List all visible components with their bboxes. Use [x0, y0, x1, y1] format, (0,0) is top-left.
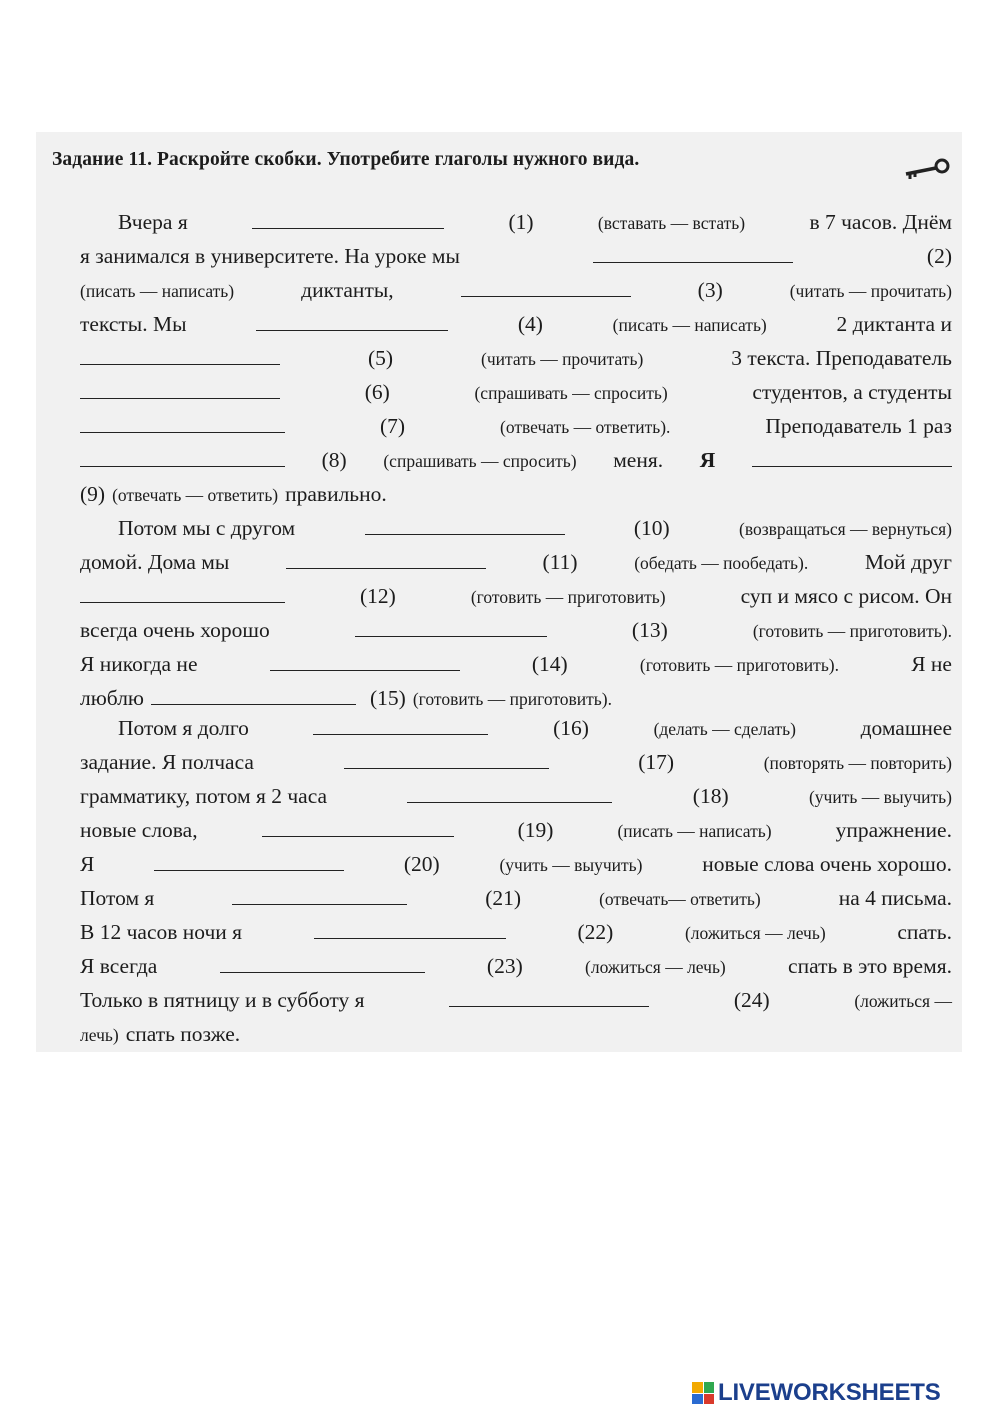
answer-blank-14[interactable]	[270, 648, 460, 671]
item-number: (18)	[692, 784, 729, 808]
text-segment: Только в пятницу и в субботу я	[80, 988, 365, 1012]
text-line-19	[80, 813, 952, 847]
liveworksheets-logo[interactable]	[692, 1378, 941, 1408]
answer-blank-7[interactable]	[80, 410, 285, 433]
task-title	[52, 149, 639, 171]
answer-blank-12[interactable]	[80, 580, 285, 603]
text-line-15	[80, 681, 952, 715]
task-label: Задание 11.	[52, 149, 153, 170]
text-segment: Я	[80, 852, 95, 876]
item-number: (7)	[379, 414, 406, 438]
text-line-25	[80, 1017, 952, 1051]
verb-hint: (читать — прочитать)	[481, 349, 644, 369]
answer-blank-9[interactable]	[752, 444, 952, 467]
verb-hint: (готовить — приготовить).	[412, 689, 612, 709]
verb-hint: (вставать — встать)	[597, 213, 746, 233]
verb-hint: (делать — сделать)	[653, 719, 796, 739]
verb-hint: (писать — написать)	[612, 315, 767, 335]
text-segment: В 12 часов ночи я	[80, 920, 243, 944]
text-segment: грамматику, потом я 2 часа	[80, 784, 328, 808]
text-line-24	[80, 983, 952, 1017]
text-segment: Потом я	[80, 886, 155, 910]
text-segment: студентов, а студенты	[752, 380, 952, 404]
answer-blank-21[interactable]	[232, 882, 407, 905]
text-segment: в 7 часов. Днём	[809, 210, 952, 234]
text-line-7	[80, 409, 952, 443]
answer-blank-8[interactable]	[80, 444, 285, 467]
answer-blank-15[interactable]	[151, 682, 356, 705]
item-number: (19)	[517, 818, 554, 842]
verb-hint: (отвечать— ответить)	[599, 889, 761, 909]
answer-blank-13[interactable]	[355, 614, 547, 637]
answer-blank-16[interactable]	[313, 712, 488, 735]
text-segment: люблю	[80, 686, 144, 710]
text-line-21	[80, 881, 952, 915]
item-number: (21)	[485, 886, 522, 910]
item-number: (2)	[926, 244, 952, 268]
answer-blank-19[interactable]	[262, 814, 454, 837]
verb-hint: (писать — написать)	[80, 281, 235, 301]
answer-blank-22[interactable]	[314, 916, 506, 939]
text-line-18	[80, 779, 952, 813]
verb-hint: (отвечать — ответить).	[500, 417, 671, 437]
text-segment: домашнее	[860, 716, 952, 740]
verb-hint: (учить — выучить)	[808, 787, 952, 807]
answer-blank-1[interactable]	[252, 206, 444, 229]
text-segment: суп и мясо с рисом. Он	[740, 584, 952, 608]
text-line-5	[80, 341, 952, 375]
item-number: (6)	[364, 380, 390, 404]
item-number: (3)	[697, 278, 723, 302]
verb-hint: (писать — написать)	[617, 821, 772, 841]
item-number: (15)	[370, 686, 406, 710]
answer-blank-23[interactable]	[220, 950, 425, 973]
item-number: (4)	[517, 312, 543, 336]
text-line-2	[80, 239, 952, 273]
item-number: (16)	[553, 716, 589, 740]
text-segment: Я всегда	[80, 954, 158, 978]
text-segment: всегда очень хорошо	[80, 618, 270, 642]
answer-blank-10[interactable]	[365, 512, 565, 535]
item-number: (1)	[508, 210, 534, 234]
text-segment: спать позже.	[125, 1022, 241, 1046]
item-number: (24)	[733, 988, 770, 1012]
text-segment: Потом я долго	[118, 716, 249, 740]
verb-hint: (готовить — приготовить).	[752, 621, 952, 641]
text-segment: на 4 письма.	[838, 886, 952, 910]
text-line-11	[80, 545, 952, 579]
text-line-16	[118, 711, 952, 745]
verb-hint: (читать — прочитать)	[789, 281, 952, 301]
text-segment: 3 текста. Преподаватель	[731, 346, 952, 370]
text-segment: Я не	[911, 652, 952, 676]
text-line-4	[80, 307, 952, 341]
answer-blank-6[interactable]	[80, 376, 280, 399]
item-number: (5)	[367, 346, 394, 370]
text-line-13	[80, 613, 952, 647]
text-line-23	[80, 949, 952, 983]
verb-hint: (отвечать — ответить)	[112, 485, 279, 505]
text-segment: правильно.	[285, 482, 387, 506]
text-line-3	[80, 273, 952, 307]
key-icon	[900, 154, 952, 184]
text-segment: новые слова,	[80, 818, 198, 842]
item-number: (11)	[542, 550, 578, 574]
verb-hint: (спрашивать — спросить)	[383, 451, 577, 471]
text-segment: Вчера я	[118, 210, 188, 234]
text-line-20	[80, 847, 952, 881]
answer-blank-3[interactable]	[461, 274, 631, 297]
text-segment: Я	[699, 448, 716, 472]
text-segment: я занимался в университете. На уроке мы	[80, 244, 460, 268]
item-number: (12)	[360, 584, 396, 608]
answer-blank-24[interactable]	[449, 984, 649, 1007]
item-number: (13)	[631, 618, 668, 642]
text-segment: спать в это время.	[788, 954, 952, 978]
answer-blank-18[interactable]	[407, 780, 612, 803]
text-line-8	[80, 443, 952, 477]
verb-hint: (ложиться —	[854, 991, 952, 1011]
liveworksheets-logo-icon	[692, 1382, 714, 1404]
text-segment: тексты. Мы	[80, 312, 187, 336]
text-segment: Преподаватель 1 раз	[765, 414, 952, 438]
text-line-10	[118, 511, 952, 545]
verb-hint: (спрашивать — спросить)	[474, 383, 668, 403]
item-number: (17)	[638, 750, 675, 774]
text-segment: упражнение.	[835, 818, 952, 842]
verb-hint: (готовить — приготовить)	[470, 587, 666, 607]
text-segment: домой. Дома мы	[80, 550, 230, 574]
verb-hint: (возвращаться — вернуться)	[739, 519, 952, 539]
text-segment: Потом мы с другом	[118, 516, 296, 540]
text-line-14	[80, 647, 952, 681]
text-line-12	[80, 579, 952, 613]
text-segment: задание. Я полчаса	[80, 750, 254, 774]
answer-blank-11[interactable]	[286, 546, 486, 569]
text-line-6	[80, 375, 952, 409]
answer-blank-4[interactable]	[256, 308, 448, 331]
text-segment: новые слова очень хорошо.	[702, 852, 952, 876]
item-number: (20)	[403, 852, 440, 876]
item-number: (8)	[321, 448, 347, 472]
text-line-17	[80, 745, 952, 779]
item-number: (23)	[486, 954, 523, 978]
text-segment: Мой друг	[864, 550, 952, 574]
verb-hint: (учить — выучить)	[499, 855, 643, 875]
verb-hint: (ложиться — лечь)	[585, 957, 726, 977]
verb-hint: (обедать — пообедать).	[634, 553, 809, 573]
item-number: (10)	[633, 516, 670, 540]
item-number: (9)	[80, 482, 106, 506]
verb-hint: лечь)	[80, 1025, 119, 1045]
text-line-22	[80, 915, 952, 949]
text-segment: спать.	[897, 920, 952, 944]
item-number: (22)	[577, 920, 614, 944]
answer-blank-17[interactable]	[344, 746, 549, 769]
answer-blank-20[interactable]	[154, 848, 344, 871]
verb-hint: (готовить — приготовить).	[639, 655, 840, 675]
task-instruction: Раскройте скобки. Употребите глаголы нужного вида.	[157, 149, 640, 170]
item-number: (14)	[531, 652, 568, 676]
text-line-1	[118, 205, 952, 239]
brand-name: LIVEWORKSHEETS	[718, 1379, 941, 1406]
answer-blank-5[interactable]	[80, 342, 280, 365]
verb-hint: (повторять — повторить)	[763, 753, 952, 773]
text-segment: меня.	[613, 448, 664, 472]
verb-hint: (ложиться — лечь)	[684, 923, 826, 943]
text-segment: Я никогда не	[80, 652, 198, 676]
text-line-9	[80, 477, 952, 511]
answer-blank-2[interactable]	[593, 240, 793, 263]
text-segment: диктанты,	[301, 278, 394, 302]
text-segment: 2 диктанта и	[836, 312, 952, 336]
